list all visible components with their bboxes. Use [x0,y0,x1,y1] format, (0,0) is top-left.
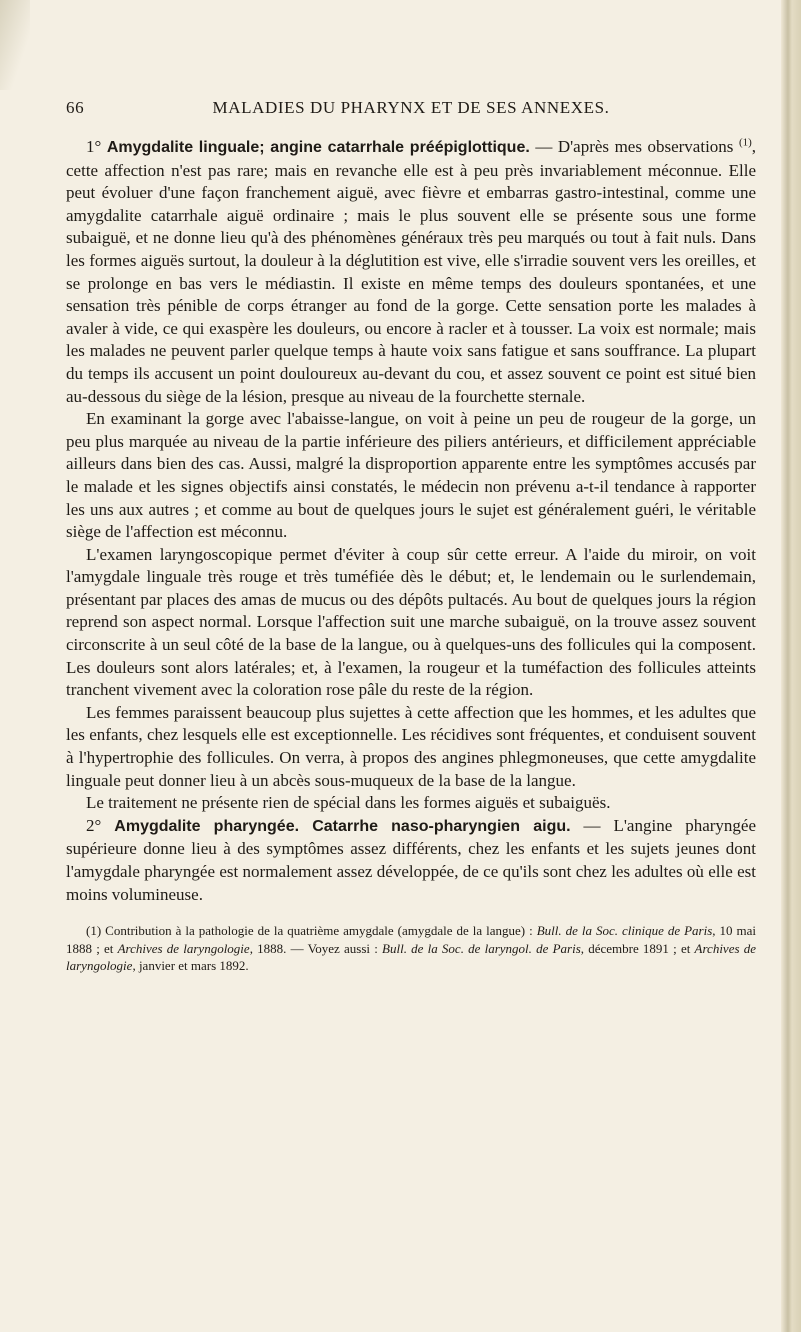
footnote-part: Contribution à la pathologie de la quatrième amygdale (amygdale de la langue) : [101,923,537,939]
footnote-reference: (1) [738,136,752,149]
running-head: MALADIES DU PHARYNX ET DE SES ANNEXES. [212,98,610,117]
section-1-paragraph-4: Les femmes paraissent beaucoup plus sujettes à cette affection que les hommes, et les adultes que les enfants, chez lesquels elle est exceptionnelle. Les récidives sont fréquentes, et conduisent souvent à l'hypertrophie des follicules. On verra, à propos des angines phlegmoneuses, que cette amygdalite linguale peut donner lieu à un abcès sous-muqueux de la base de la langue. [66,702,756,790]
book-page [66,98,756,975]
section-2-paragraph-1 [66,815,756,906]
section-1-intro: D'après mes observations [557,137,734,156]
section-2-dash: — [570,815,614,835]
section-1-paragraph-3: L'examen laryngoscopique permet d'éviter à coup sûr cette erreur. A l'aide du miroir, on voit l'amygdale linguale très rouge et très tuméfiée dès le début; et, le lendemain ou le surlendemain, présentant par places des amas de mucus ou des dépôts pultacés. Au bout de quelques jours la région reprend son aspect normal. Lorsque l'affection suit une marche subaiguë, on la trouve assez souvent circonscrite à un seul côté de la base de la langue, ou à quelques-uns des follicules qui la composent. Les douleurs sont alors latérales; et, à l'examen, la rougeur et la tuméfaction des follicules atteints tranchent vivement avec la coloration rose pâle du reste de la région. [66,544,756,700]
footnote-citation: Bull. de la Soc. clinique de Paris [536,923,713,939]
page-edge-shadow-left [0,0,30,90]
footnote-part: , 1888. — Voyez aussi : [249,940,383,956]
section-2-title: Amygdalite pharyngée. Catarrhe naso-pharyngien aigu. [114,817,571,835]
footnote-part: , décembre 1891 ; et [580,940,695,956]
footnote-citation: Archives de laryngologie [117,940,250,956]
section-1-text: , cette affection n'est pas rare; mais en revanche elle est à peu près invariablement méconnue. Elle peut évoluer d'une façon franchement aiguë, avec fièvre et embarras gastro-intestinal, comme une amygdalite catarrhale aiguë ordinaire ; mais le plus souvent elle se présente sous une forme subaiguë, et ne donne lieu qu'à des phénomènes généraux très peu marqués ou tout à fait nuls. Dans les formes aiguës surtout, la douleur à la déglutition est vive, elle s'irradie souvent vers les oreilles, et se prolonge en bas vers le médiastin. Il existe en même temps des douleurs spontanées, et une sensation très pénible de corps étranger au fond de la gorge. Cette sensation porte les malades à avaler à vide, ce qui exaspère les douleurs, ou encore à racler et à tousser. La voix est normale; mais les malades ne peuvent parler quelque temps à haute voix sans fatigue et sans souffrance. La plupart du temps ils accusent un point douloureux au-devant du cou, et assez souvent ce point est situé bien au-dessous du siège de la lésion, presque au niveau de la fourchette sternale. [66,137,757,406]
page-body [66,136,756,906]
section-1-paragraph-2: En examinant la gorge avec l'abaisse-langue, on voit à peine un peu de rougeur de la gorge, un peu plus marquée au niveau de la partie inférieure des piliers antérieurs, et difficilement appréciable ailleurs dans bien des cas. Aussi, malgré la disproportion apparente entre les symptômes accusés par le malade et les signes objectifs ainsi constatés, le médecin non prévenu a-t-il tendance à rapporter les uns aux autres ; et comme au bout de quelques jours le sujet est généralement guéri, le véritable siège de l'affection est méconnu. [66,409,756,542]
footnote-text [66,922,756,975]
section-1-title: Amygdalite linguale; angine catarrhale préépiglottique. [106,139,530,156]
section-1-paragraph-1 [66,136,756,408]
footnote-citation: Bull. de la Soc. de laryngol. de Paris [382,940,581,956]
page-number: 66 [66,98,85,117]
footnote-mark: (1) [86,923,102,939]
page-header [66,98,756,122]
footnote-part: , 10 mai 1888 ; et [66,923,756,956]
page-edge-binding-right [781,0,801,1332]
section-2-text: L'angine pharyngée supérieure donne lieu à des symptômes assez différents, chez les enfants et les sujets jeunes dont l'amygdale pharyngée est normalement assez développée, de ce qu'ils sont chez les adultes où elle est moins volumineuse. [66,815,757,904]
footnote-part: , janvier et mars 1892. [132,958,249,974]
footnote-citation: Archives de laryngologie [66,940,756,974]
section-1-number: 1° [86,137,102,156]
section-1-paragraph-5: Le traitement ne présente rien de spécial dans les formes aiguës et subaiguës. [86,793,611,813]
section-1-dash: — [529,137,558,156]
section-2-number: 2° [86,815,102,835]
footnote [66,922,756,975]
